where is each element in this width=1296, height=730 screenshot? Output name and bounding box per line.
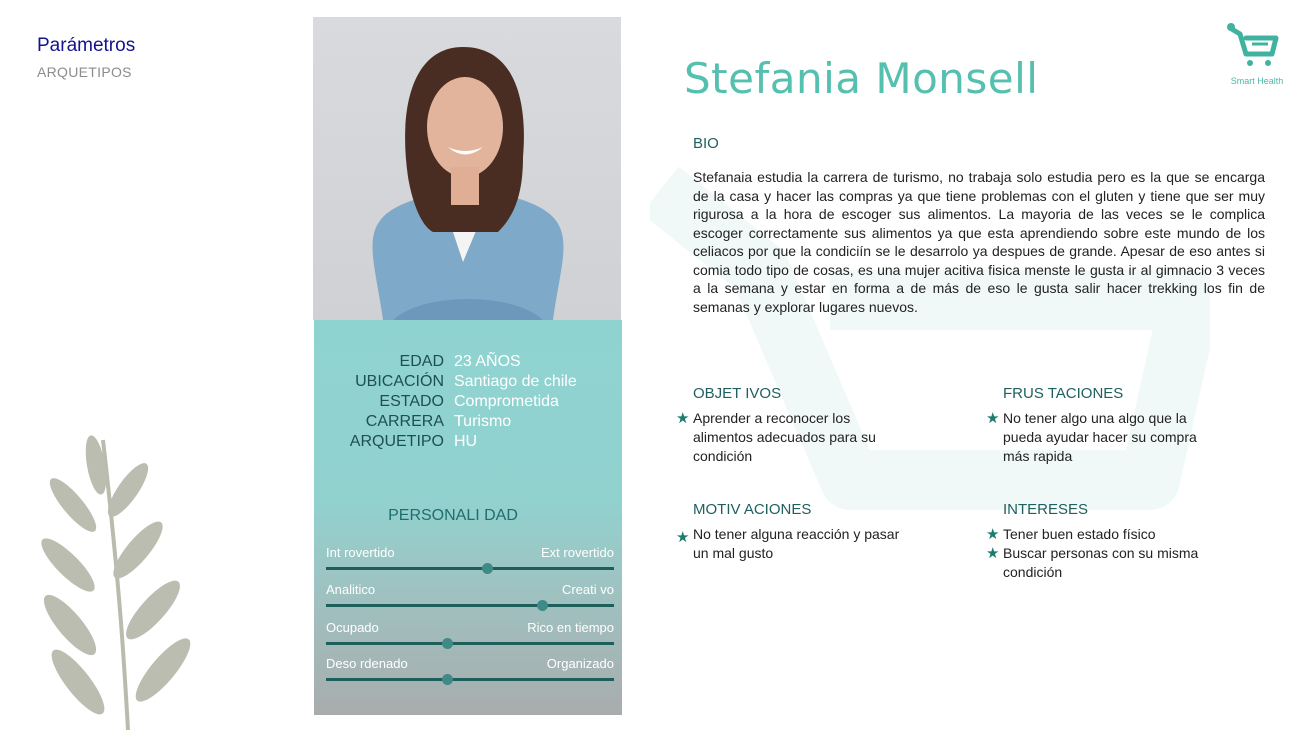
- fact-label: UBICACIÓN: [355, 373, 444, 390]
- list-item: ★ No tener algo una algo que la pueda ayudar hacer su compra más rapida: [986, 410, 1197, 464]
- bio-title: BIO: [693, 135, 719, 152]
- slider-right-label: Ext rovertido: [541, 545, 614, 560]
- list-item: ★ Tener buen estado físico: [986, 526, 1156, 543]
- slider-track: [326, 604, 614, 607]
- slider-track: [326, 642, 614, 645]
- star-icon: ★: [676, 410, 690, 427]
- slider-left-label: Analitico: [326, 582, 376, 597]
- motivaciones-section: [676, 500, 913, 563]
- slider-knob[interactable]: [442, 638, 453, 649]
- fact-label: CARRERA: [365, 413, 444, 430]
- list-item: ★ Buscar personas con su misma condición: [986, 545, 1199, 580]
- fact-value: HU: [454, 433, 478, 450]
- smart-health-logo: [1222, 20, 1292, 92]
- slider-left-label: Deso rdenado: [326, 656, 408, 671]
- slider-right-label: Rico en tiempo: [527, 620, 614, 635]
- personality-slider[interactable]: [326, 656, 614, 686]
- fact-row: [314, 392, 622, 412]
- personality-slider[interactable]: [326, 545, 614, 575]
- slider-left-label: Ocupado: [326, 620, 379, 635]
- personality-slider[interactable]: [326, 582, 614, 612]
- fact-value: Comprometida: [454, 393, 559, 410]
- persona-name: Stefania Monsell: [684, 54, 1039, 103]
- intereses-title: INTERESES: [1003, 501, 1089, 518]
- personality-title: PERSONALI DAD: [388, 507, 518, 524]
- slider-right-label: Organizado: [546, 656, 614, 671]
- slider-left-label: Int rovertido: [326, 545, 395, 560]
- frustraciones-section: [986, 384, 1223, 466]
- logo-text: Smart Health: [1230, 76, 1284, 86]
- motivaciones-title: MOTIV ACIONES: [693, 501, 812, 518]
- objetivos-section: [676, 384, 913, 466]
- fact-row: [314, 432, 622, 452]
- persona-photo: [313, 17, 621, 320]
- page-subtitle: ARQUETIPOS: [37, 64, 132, 80]
- slider-track: [326, 567, 614, 570]
- personality-slider[interactable]: [326, 620, 614, 650]
- bio-text: Stefanaia estudia la carrera de turismo, no trabaja solo estudia pero es la que se encarga de la casa y hacer las compras ya que tiene problemas con el gluten y tiene que ser muy rigurosa a la hora de escoger sus alimentos. La mayoria de las veces se le complica escoger correctamente sus alimentos ya que esta aprendiendo sobre este mundo de los celiacos por que la condiciín se le desarrolo ya despues de grande. Apesar de eso antes si comia todo tipo de cosas, es una mujer acitiva fisica menste le gusta ir al gimnacio 3 veces a la semana y estar en forma a de más de eso le gusta salir hacer trekking los fin de semanas y explorar lugares nuevos.: [693, 169, 1265, 315]
- list-item: ★ No tener alguna reacción y pasar un mal gusto: [676, 526, 900, 561]
- fact-label: EDAD: [399, 353, 444, 370]
- fact-label: ARQUETIPO: [349, 433, 444, 450]
- shopping-cart-icon: [1222, 20, 1292, 72]
- persona-info-card: [314, 320, 622, 715]
- slider-knob[interactable]: [537, 600, 548, 611]
- fact-row: [314, 412, 622, 432]
- fact-label: ESTADO: [379, 393, 444, 410]
- slider-knob[interactable]: [442, 674, 453, 685]
- fact-value: Turismo: [454, 413, 512, 430]
- list-item: ★ Aprender a reconocer los alimentos adecuados para su condición: [676, 410, 876, 464]
- fact-row: [314, 372, 622, 392]
- slider-right-label: Creati vo: [561, 582, 614, 597]
- fact-value: 23 AÑOS: [454, 353, 521, 370]
- slider-knob[interactable]: [482, 563, 493, 574]
- star-icon: ★: [986, 410, 1000, 427]
- star-icon: ★: [986, 545, 1000, 562]
- slider-track: [326, 678, 614, 681]
- objetivos-title: OBJET IVOS: [693, 385, 782, 402]
- frustraciones-title: FRUS TACIONES: [1003, 385, 1124, 402]
- star-icon: ★: [676, 529, 690, 546]
- plant-illustration: [28, 420, 228, 730]
- intereses-section: [986, 500, 1223, 582]
- star-icon: ★: [986, 526, 1000, 543]
- persona-facts: [314, 352, 622, 452]
- fact-row: [314, 352, 622, 372]
- page-title: Parámetros: [37, 35, 136, 56]
- fact-value: Santiago de chile: [454, 373, 577, 390]
